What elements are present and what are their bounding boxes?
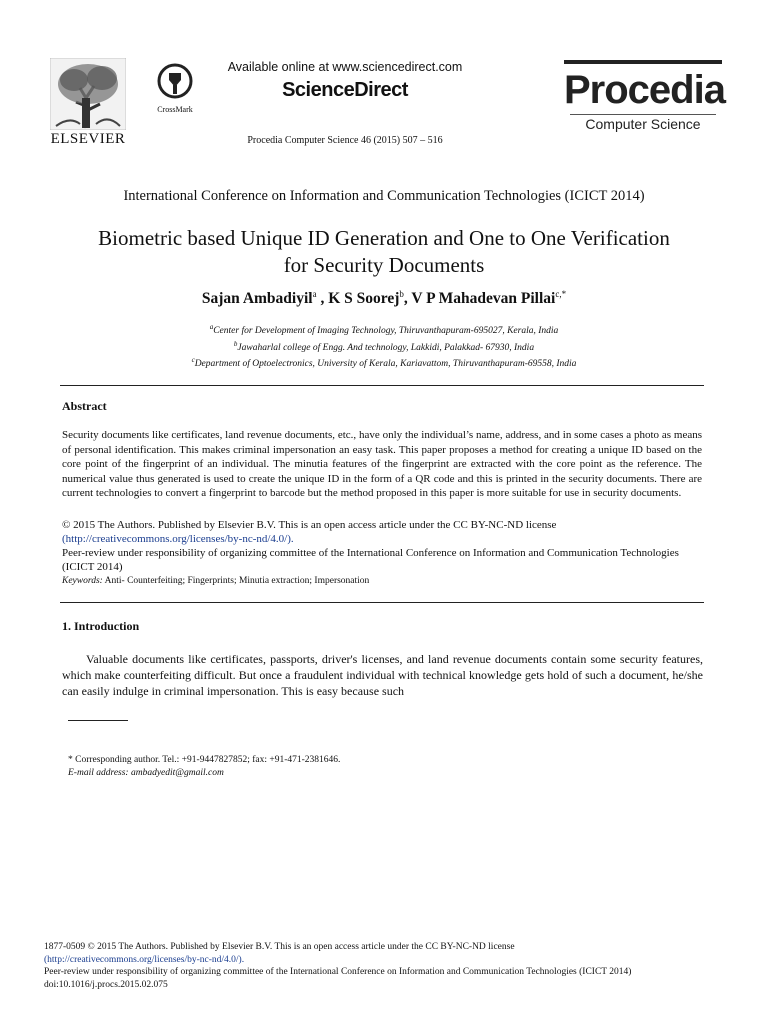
- abstract-heading: Abstract: [62, 399, 107, 413]
- conference-name: International Conference on Information and Communication Technologies (ICICT 2014): [123, 188, 645, 204]
- elsevier-wordmark: ELSEVIER: [50, 131, 126, 147]
- affiliation-mark: a: [209, 323, 214, 331]
- procedia-subtitle: Computer Science: [585, 116, 701, 132]
- procedia-logo: [564, 60, 725, 140]
- license-block: [62, 518, 702, 574]
- affiliation: [40, 354, 728, 371]
- email-address[interactable]: ambadyedit@gmail.com: [128, 768, 224, 778]
- author-name: K S Soorej: [328, 290, 400, 308]
- abstract-top-rule: [60, 385, 704, 386]
- affiliation-text: Center for Development of Imaging Technology, Thiruvanthapuram-695027, Kerala, India: [213, 326, 559, 337]
- issn-license-text: 1877-0509 © 2015 The Authors. Published by Elsevier B.V. This is an open access article under the CC BY-NC-ND license: [44, 942, 515, 952]
- author-list: [40, 289, 728, 308]
- abstract-text: Security documents like certificates, land revenue documents, etc., have only the individual’s name, address, and in some cases a photo as means of personal identification. This makes criminal impersonation an easy task. This paper proposes a method for creating a unique ID based on the core point of the fingerprint of an individual. The minutia features of the fingerprint are extracted with the core point as the reference. The numerical value thus generated is used to create the unique ID in the form of a QR code and this is printed in the security documents. There are current technologies to convert a fingerprint to barcode but the method proposed in this paper is more suitable for use in security documents.: [62, 429, 702, 500]
- introduction-text: Valuable documents like certificates, passports, driver's licenses, and land revenue documents contain some security features, which make counterfeiting difficult. But once a fraudulent individual with technical knowledge gets hold of such a document, he/she can easily indulge in criminal impersonation. This is easy because such: [62, 652, 703, 699]
- available-online-text: Available online at www.sciencedirect.com: [227, 60, 463, 74]
- elsevier-tree-icon: [50, 58, 126, 130]
- affiliation: [40, 338, 728, 355]
- crossmark-badge[interactable]: [152, 63, 198, 114]
- affiliation: [40, 321, 728, 338]
- footnote-rule: [68, 720, 128, 721]
- keywords-text: Anti- Counterfeiting; Fingerprints; Minutia extraction; Impersonation: [102, 576, 370, 586]
- affiliation-text: Jawaharlal college of Engg. And technology, Lakkidi, Palakkad- 67930, India: [237, 342, 535, 353]
- bottom-peer-review: Peer-review under responsibility of organizing committee of the International Conference on Information and Communication Technologies (ICICT 2014): [44, 967, 632, 978]
- bottom-publication-info: [44, 941, 744, 992]
- abstract-bottom-rule: [60, 602, 704, 603]
- keywords-line: [62, 576, 702, 586]
- author-affiliation-mark: a: [312, 289, 317, 299]
- author-affiliation-mark: c,*: [555, 289, 567, 299]
- author-separator: ,: [316, 290, 329, 308]
- crossmark-icon: [157, 63, 193, 99]
- introduction-heading: 1. Introduction: [62, 619, 140, 633]
- procedia-wordmark: Procedia: [564, 68, 725, 112]
- corresponding-author: * Corresponding author. Tel.: +91-9447827852; fax: +91-471-2381646.: [68, 755, 341, 765]
- license-link[interactable]: (http://creativecommons.org/licenses/by-nc-nd/4.0/).: [62, 533, 294, 545]
- author-name: Sajan Ambadiyil: [201, 290, 313, 308]
- email-line: [68, 767, 340, 780]
- affiliation-mark: c: [191, 356, 195, 365]
- procedia-top-bar: [564, 60, 722, 64]
- affiliation-list: [40, 321, 728, 371]
- author-affiliation-mark: b: [399, 289, 404, 299]
- author-separator: ,: [403, 290, 412, 308]
- license-text: © 2015 The Authors. Published by Elsevier B.V. This is an open access article under the CC BY-NC-ND license: [62, 519, 557, 531]
- procedia-divider: [570, 114, 716, 115]
- affiliation-text: Department of Optoelectronics, University of Kerala, Kariavattom, Thiruvanthapuram-69558, India: [194, 359, 577, 370]
- affiliation-mark: b: [233, 339, 238, 348]
- title-line-1: Biometric based Unique ID Generation and One to One Verification: [98, 226, 670, 250]
- email-label: E-mail address:: [68, 768, 129, 778]
- sciencedirect-logo[interactable]: ScienceDirect: [282, 79, 408, 101]
- footnote: [68, 754, 340, 780]
- bottom-license-link[interactable]: (http://creativecommons.org/licenses/by-nc-nd/4.0/).: [44, 954, 245, 965]
- paper-title: [40, 225, 728, 279]
- keywords-label: Keywords:: [62, 576, 103, 586]
- elsevier-logo: [46, 58, 130, 148]
- crossmark-label: CrossMark: [157, 105, 193, 114]
- journal-reference: Procedia Computer Science 46 (2015) 507 – 516: [247, 135, 443, 146]
- peer-review-text: Peer-review under responsibility of organizing committee of the International Conference on Information and Communication Technologies (ICICT 2014): [62, 547, 679, 573]
- doi[interactable]: doi:10.1016/j.procs.2015.02.075: [44, 980, 168, 991]
- title-line-2: for Security Documents: [283, 253, 485, 277]
- author-name: V P Mahadevan Pillai: [411, 290, 556, 308]
